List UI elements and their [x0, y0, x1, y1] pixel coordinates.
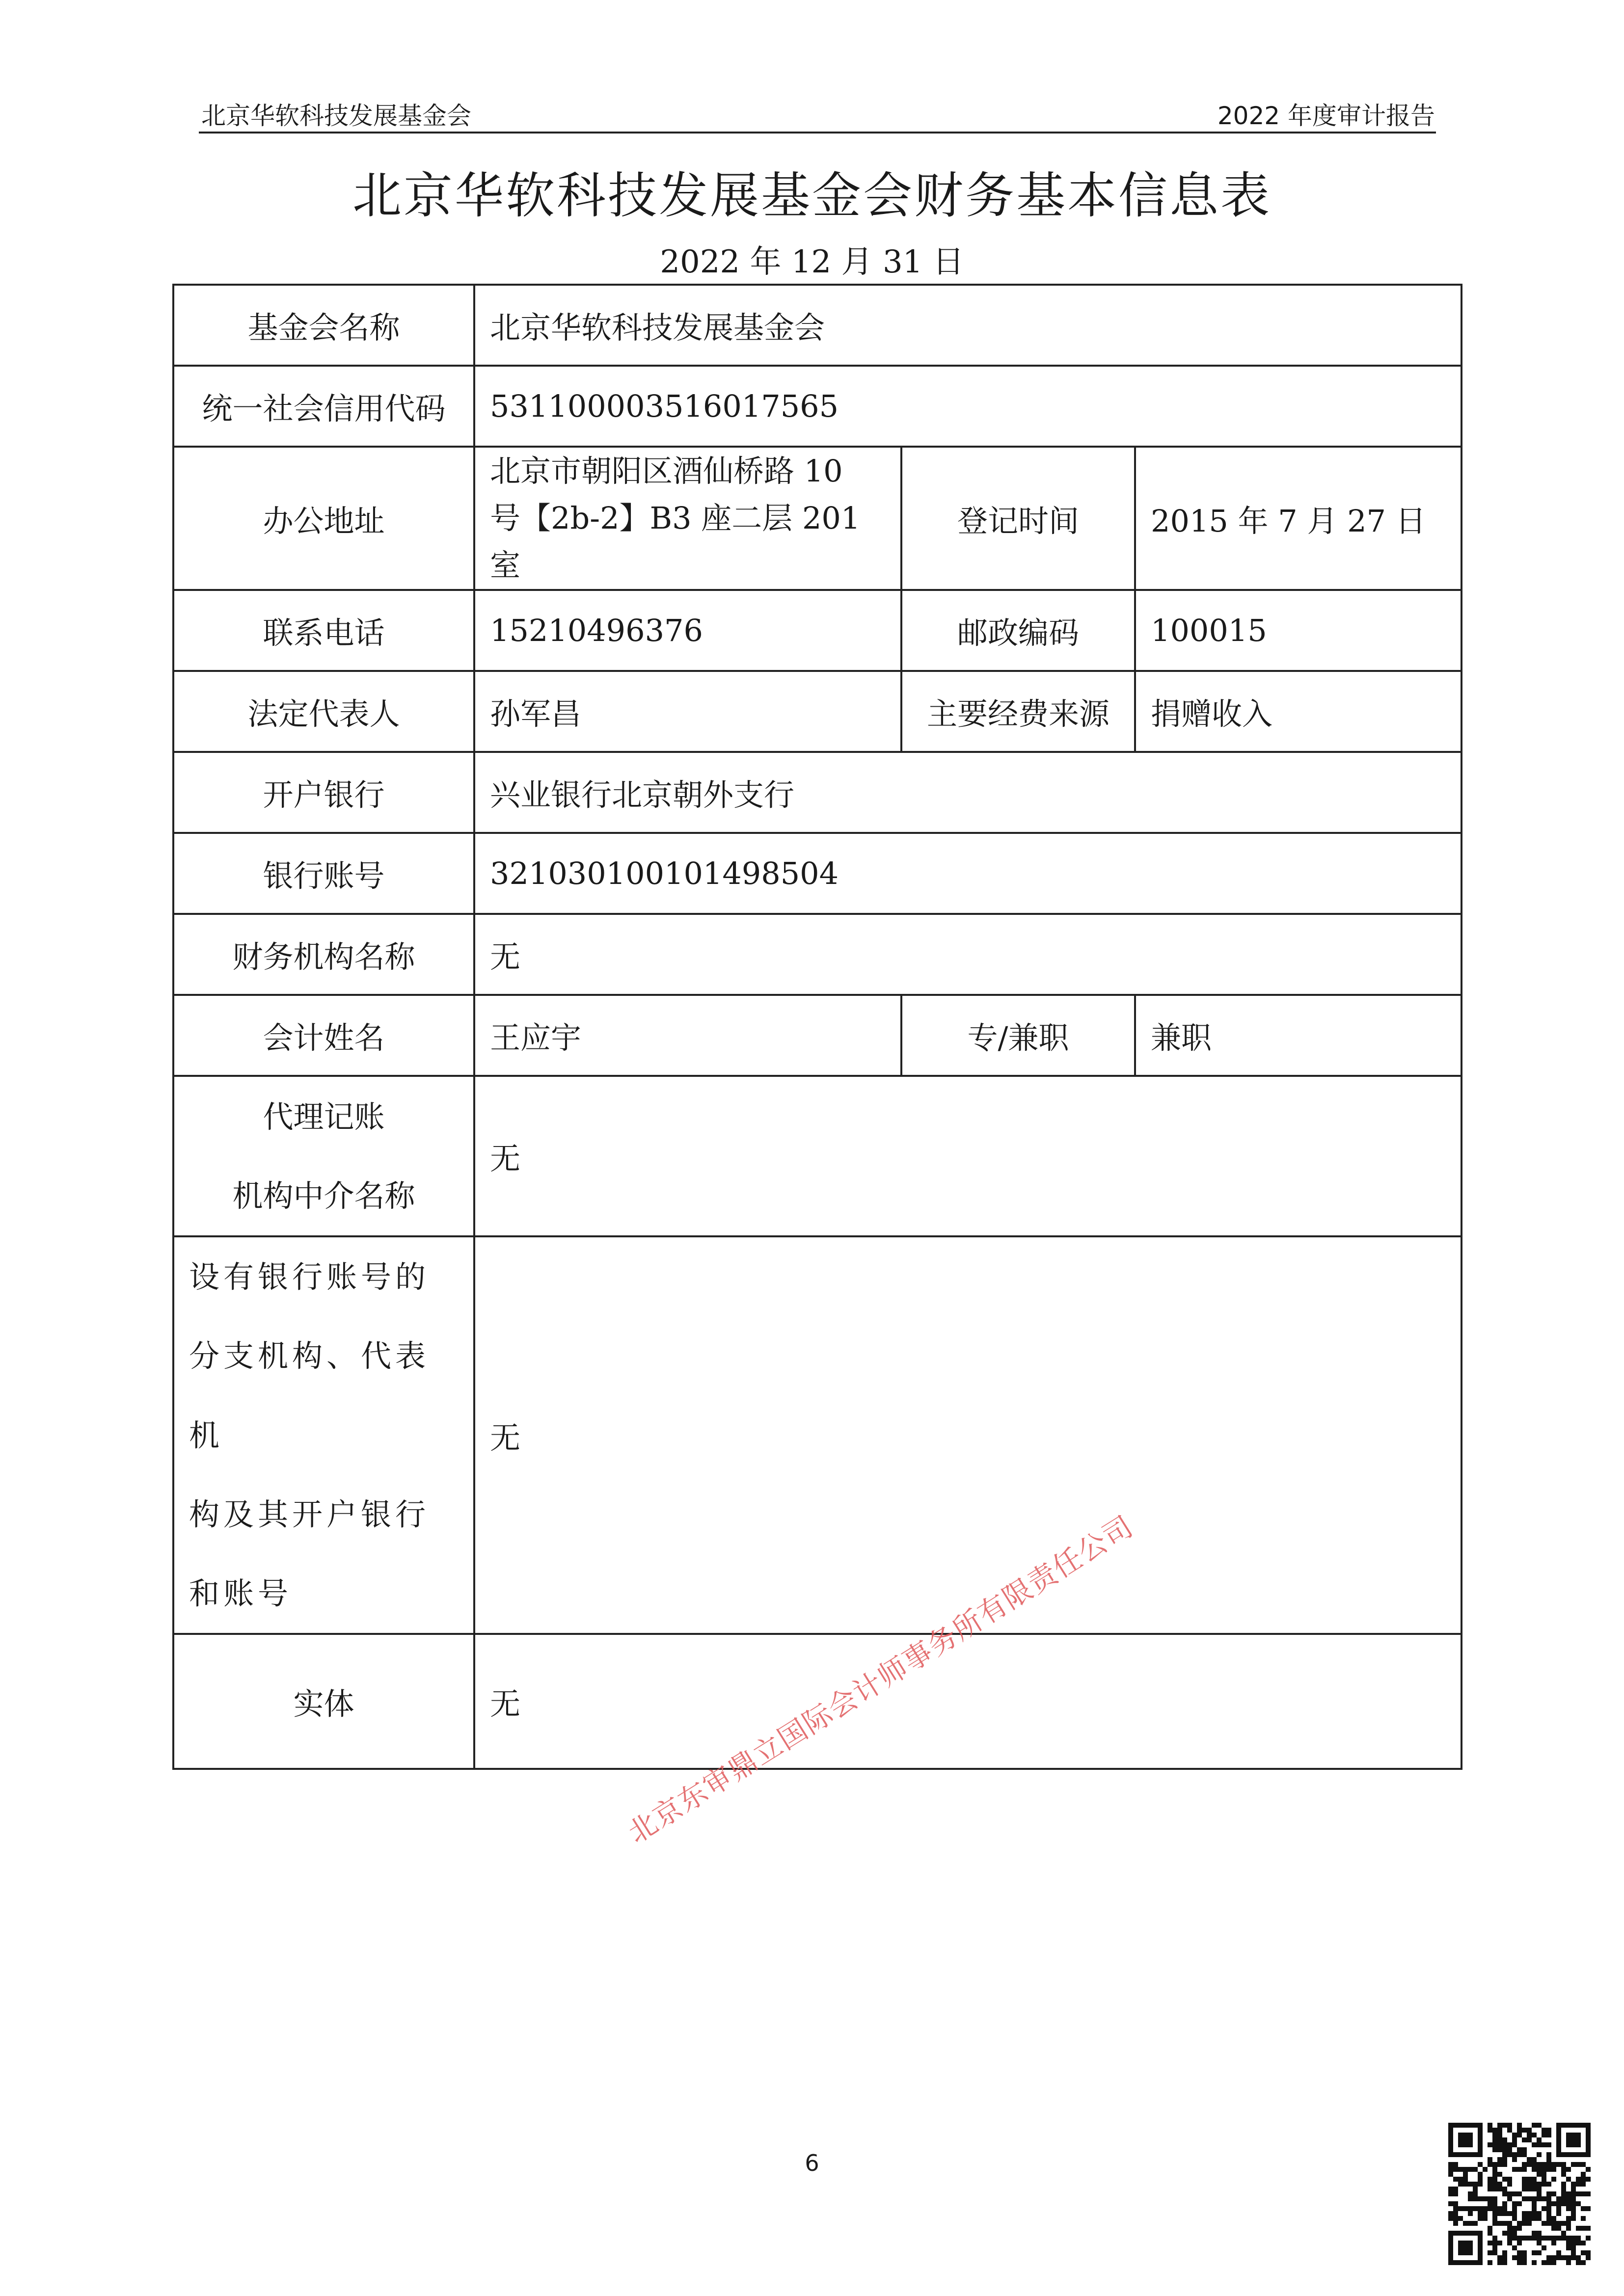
branch-value: 无 — [474, 1236, 1462, 1634]
fulltime-value: 兼职 — [1135, 995, 1462, 1076]
table-row — [173, 366, 1462, 447]
table-row — [173, 590, 1462, 671]
header-report-title: 2022 年度审计报告 — [1217, 102, 1435, 130]
auditor-stamp: 北京东审鼎立国际会计师事务所有限责任公司 — [622, 1509, 1139, 1850]
fulltime-label: 专/兼职 — [901, 995, 1135, 1076]
postcode-label: 邮政编码 — [901, 590, 1135, 671]
agent-label — [173, 1076, 474, 1236]
address-value — [474, 447, 901, 590]
account-label: 银行账号 — [173, 833, 474, 914]
reg-time-label: 登记时间 — [901, 447, 1135, 590]
address-line-1: 北京市朝阳区酒仙桥路 10 — [490, 453, 843, 489]
branch-label-line-2: 分支机构、代表机 — [189, 1338, 430, 1453]
header-org-name: 北京华软科技发展基金会 — [201, 102, 471, 130]
phone-value: 15210496376 — [474, 590, 901, 671]
funding-source-label: 主要经费来源 — [901, 671, 1135, 752]
legal-rep-label: 法定代表人 — [173, 671, 474, 752]
postcode-value: 100015 — [1135, 590, 1462, 671]
branch-label-line-1: 设有银行账号的 — [189, 1259, 430, 1295]
bank-value: 兴业银行北京朝外支行 — [474, 752, 1462, 833]
page-title: 北京华软科技发展基金会财务基本信息表 — [352, 167, 1272, 224]
table-row — [173, 752, 1462, 833]
accountant-value: 王应宇 — [474, 995, 901, 1076]
fund-name-value: 北京华软科技发展基金会 — [474, 285, 1462, 366]
legal-rep-value: 孙军昌 — [474, 671, 901, 752]
branch-label-line-3: 构及其开户银行 — [189, 1496, 430, 1532]
branch-label — [173, 1236, 474, 1634]
fund-name-label: 基金会名称 — [173, 285, 474, 366]
finance-org-value: 无 — [474, 914, 1462, 995]
table-row — [173, 447, 1462, 590]
table-row — [173, 1236, 1462, 1634]
branch-label-line-4: 和账号 — [189, 1575, 293, 1612]
table-row — [173, 833, 1462, 914]
entity-label: 实体 — [173, 1634, 474, 1769]
table-row — [173, 285, 1462, 366]
agent-label-line-2: 机构中介名称 — [232, 1177, 415, 1214]
agent-value: 无 — [474, 1076, 1462, 1236]
page-number: 6 — [805, 2150, 819, 2176]
credit-code-label: 统一社会信用代码 — [173, 366, 474, 447]
table-row — [173, 914, 1462, 995]
table-row — [173, 995, 1462, 1076]
address-line-2: 号【2b-2】B3 座二层 201 室 — [490, 500, 861, 584]
bank-label: 开户银行 — [173, 752, 474, 833]
address-label: 办公地址 — [173, 447, 474, 590]
finance-info-table — [172, 284, 1462, 1770]
table-row — [173, 1076, 1462, 1236]
phone-label: 联系电话 — [173, 590, 474, 671]
qr-code-icon — [1448, 2123, 1591, 2265]
account-value: 321030100101498504 — [474, 833, 1462, 914]
table-row — [173, 671, 1462, 752]
reg-time-value: 2015 年 7 月 27 日 — [1135, 447, 1462, 590]
credit-code-value: 531100003516017565 — [474, 366, 1462, 447]
header-divider — [199, 132, 1436, 133]
agent-label-line-1: 代理记账 — [263, 1098, 385, 1135]
finance-org-label: 财务机构名称 — [173, 914, 474, 995]
report-date: 2022 年 12 月 31 日 — [660, 244, 964, 280]
entity-value: 无 — [474, 1634, 1462, 1769]
accountant-label: 会计姓名 — [173, 995, 474, 1076]
funding-source-value: 捐赠收入 — [1135, 671, 1462, 752]
